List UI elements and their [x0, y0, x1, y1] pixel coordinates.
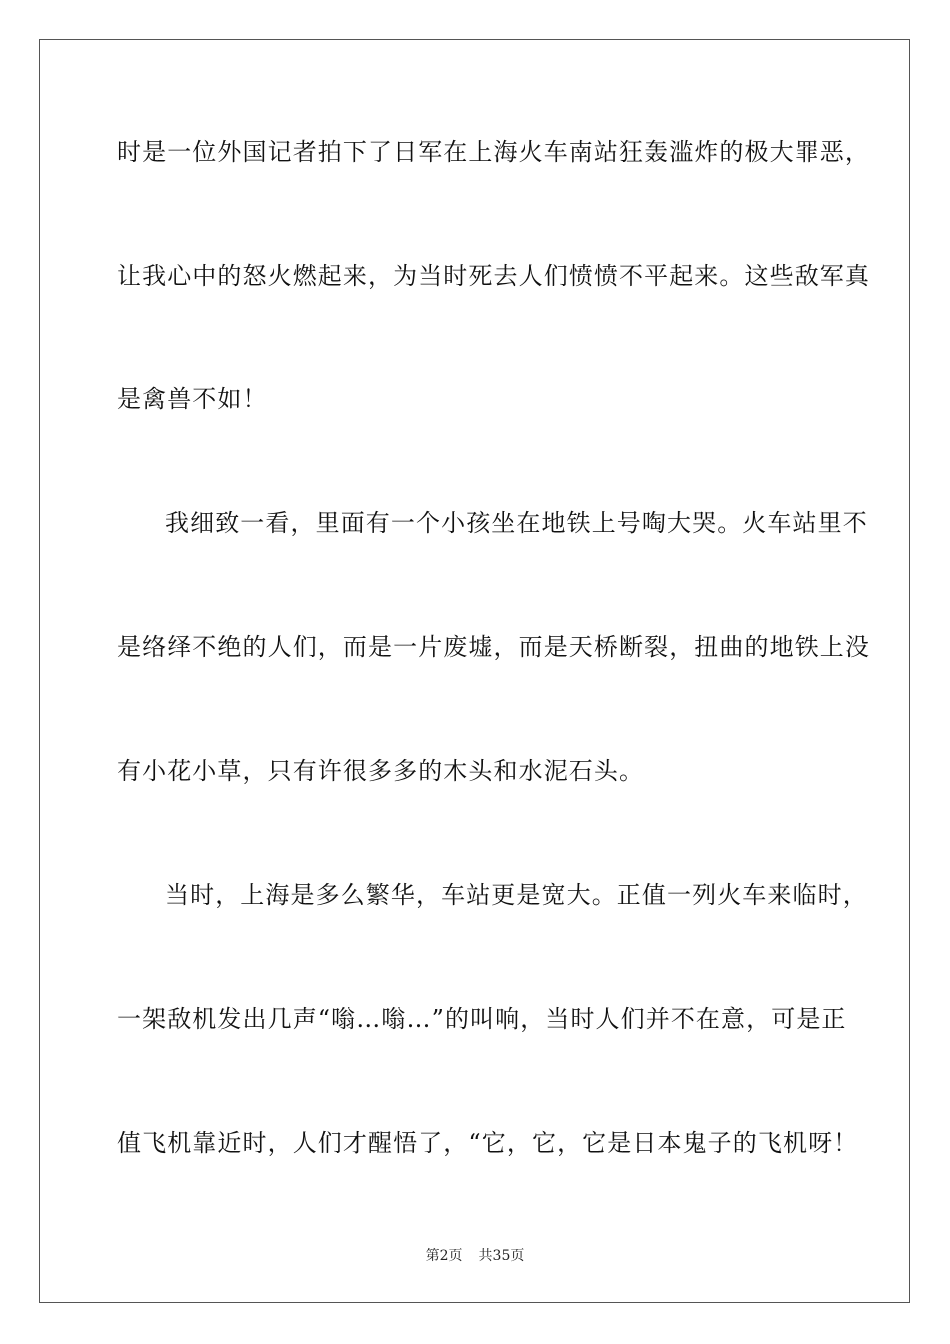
page-number: 第2页	[425, 1248, 463, 1264]
paragraph-1-line-1: 时是一位外国记者拍下了日军在上海火车南站狂轰滥炸的极大罪恶，	[117, 138, 870, 166]
paragraph-1-line-2: 让我心中的怒火燃起来，为当时死去人们愤愤不平起来。这些敌军真	[117, 262, 870, 290]
paragraph-3-line-1: 当时，上海是多么繁华，车站更是宽大。正值一列火车来临时，	[165, 881, 868, 909]
paragraph-3-line-2: 一架敌机发出几声“嗡…嗡…”的叫响，当时人们并不在意，可是正	[117, 1005, 847, 1033]
paragraph-2-line-1: 我细致一看，里面有一个小孩坐在地铁上号啕大哭。火车站里不	[165, 509, 868, 537]
paragraph-1-line-3: 是禽兽不如！	[117, 385, 268, 413]
page-footer	[0, 1247, 950, 1265]
paragraph-3-line-3: 值飞机靠近时，人们才醒悟了，“它，它，它是日本鬼子的飞机呀！	[117, 1129, 859, 1157]
paragraph-2-line-3: 有小花小草，只有许很多多的木头和水泥石头。	[117, 757, 645, 785]
page-border	[39, 39, 910, 1303]
total-pages: 共35页	[478, 1248, 525, 1264]
paragraph-2-line-2: 是络绎不绝的人们，而是一片废墟，而是天桥断裂，扭曲的地铁上没	[117, 633, 870, 661]
